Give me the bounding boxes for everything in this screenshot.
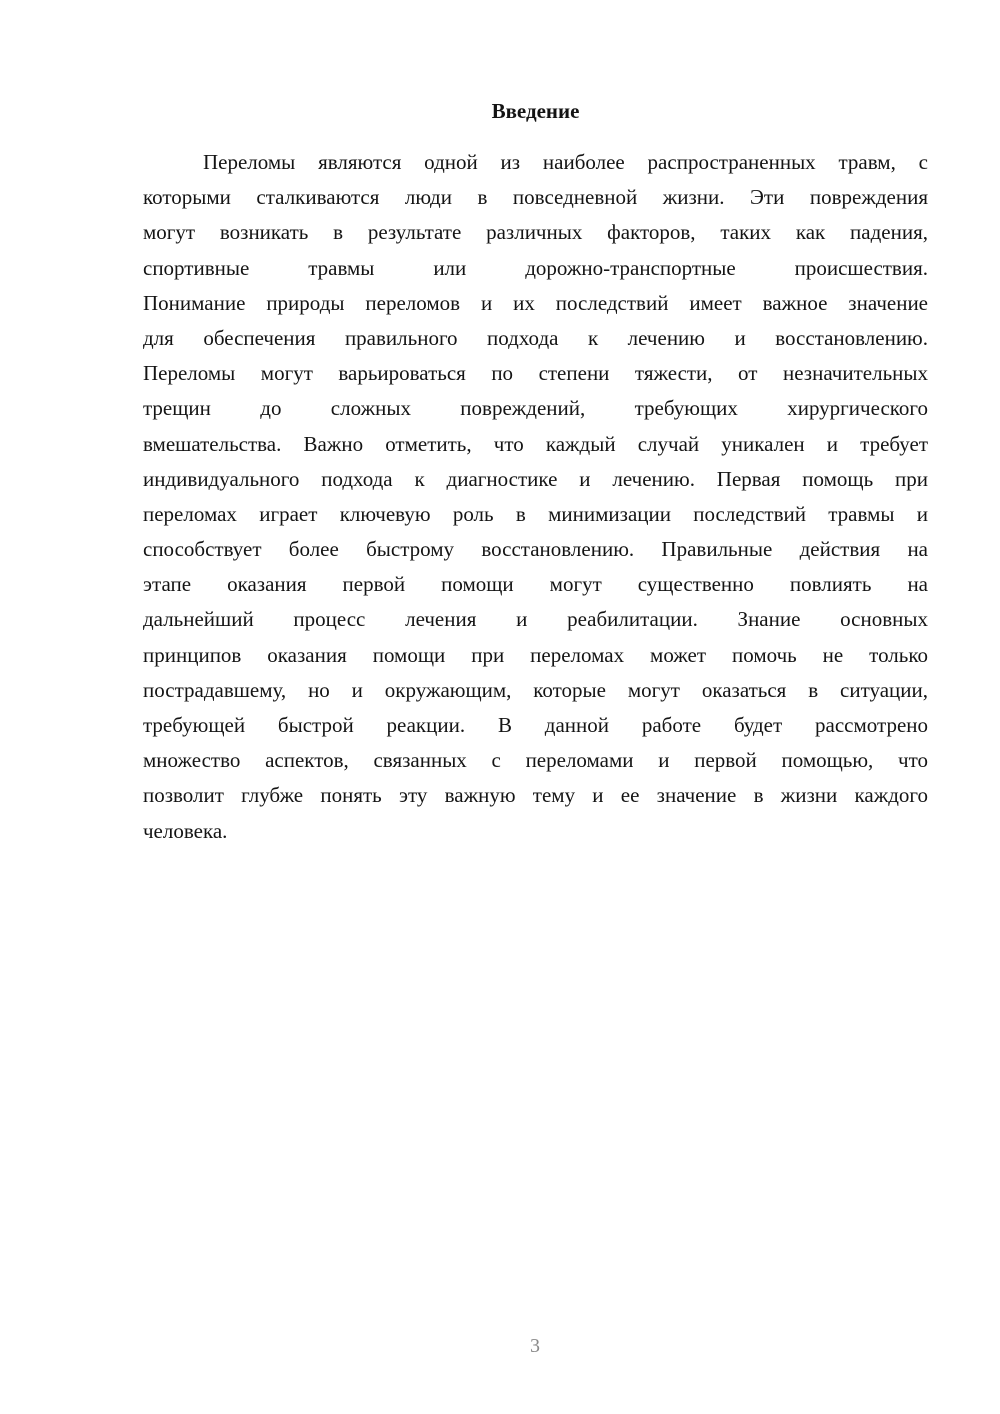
section-heading: Введение xyxy=(491,99,580,123)
page-number: 3 xyxy=(530,1335,540,1357)
paragraph-line: могут возникать в результате различных факторов, таких как падения, xyxy=(143,220,928,245)
paragraph-line: индивидуального подхода к диагностике и лечению. Первая помощь при xyxy=(143,466,928,491)
intro-paragraph xyxy=(143,145,928,849)
paragraph-line: человека. xyxy=(143,818,228,843)
paragraph-line: позволит глубже понять эту важную тему и ее значение в жизни каждого xyxy=(143,783,928,808)
paragraph-line: которыми сталкиваются люди в повседневной жизни. Эти повреждения xyxy=(143,185,928,210)
paragraph-line: этапе оказания первой помощи могут существенно повлиять на xyxy=(143,572,928,597)
paragraph-line: трещин до сложных повреждений, требующих хирургического xyxy=(143,396,928,421)
paragraph-line: Понимание природы переломов и их последствий имеет важное значение xyxy=(143,290,928,315)
paragraph-line: Переломы могут варьироваться по степени тяжести, от незначительных xyxy=(143,361,928,386)
paragraph-line: требующей быстрой реакции. В данной работе будет рассмотрено xyxy=(143,713,928,737)
paragraph-line: для обеспечения правильного подхода к лечению и восстановлению. xyxy=(143,325,928,350)
paragraph-line: пострадавшему, но и окружающим, которые могут оказаться в ситуации, xyxy=(143,677,928,702)
paragraph-line: спортивные травмы или дорожно-транспортные происшествия. xyxy=(143,255,928,280)
paragraph-line: дальнейший процесс лечения и реабилитации. Знание основных xyxy=(143,607,928,632)
paragraph-line: Переломы являются одной из наиболее распространенных травм, с xyxy=(203,150,928,174)
paragraph-line: множество аспектов, связанных с переломами и первой помощью, что xyxy=(143,748,928,773)
paragraph-line: вмешательства. Важно отметить, что каждый случай уникален и требует xyxy=(143,431,928,456)
paragraph-line: переломах играет ключевую роль в минимизации последствий травмы и xyxy=(143,501,928,526)
paragraph-line: принципов оказания помощи при переломах может помочь не только xyxy=(143,642,928,667)
paragraph-line: способствует более быстрому восстановлению. Правильные действия на xyxy=(143,537,928,562)
